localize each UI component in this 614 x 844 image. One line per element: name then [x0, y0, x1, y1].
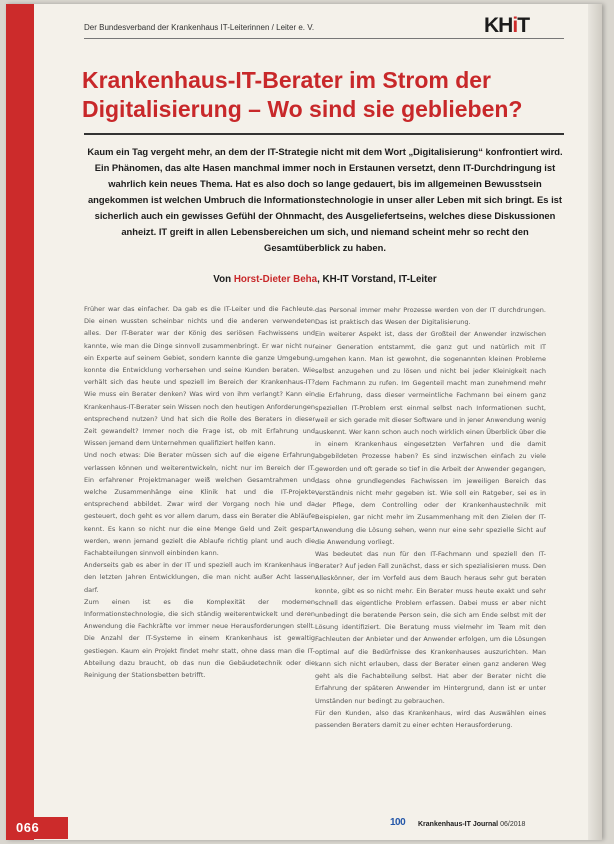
khit-logo	[484, 14, 529, 38]
body-paragraph: Ein weiterer Aspekt ist, dass der Großteil der Anwender inzwischen einer Generation entstammt, die ganz gut und natürlich mit IT umgehen kann. Man ist gewohnt, die sogenannten kleinen Probleme selbst anzugehen und zu lösen und nicht bei jeder Kleinigkeit nach dem Fachmann zu rufen. Im Gegenteil macht man zunehmend mehr die Erfahrung, dass dieser vermeintliche Fachmann bei einem ganz speziellen IT-Problem erst einmal selbst nach Informationen sucht, weil er sich gerade mit dieser Software und in jener Anwendung wenig auskennt. Wer kann schon auch noch wirklich einen Überblick über die in einem Krankenhaus eingesetzten Verfahren und die damit abgebildeten Prozesse haben? Es sind inzwischen einfach zu viele geworden und oft gerade so tief in die Arbeit der Anwender gegangen, dass ohne grundlegendes Fachwissen im jeweiligen Bereich das Verständnis nicht mehr gegeben ist. Wie soll ein Ratgeber, sei es in der Pflege, dem Controlling oder der Krankenhaustechnik mit Beispielen, gar nicht mehr im Zusammenhang mit den Zielen der IT-Anwendung die Lösung sehen, wenn nur eine sehr spezielle Sicht auf die Anwendung vorliegt.	[315, 330, 546, 546]
body-paragraph: Anderseits gab es aber in der IT und speziell auch im Krankenhaus in den letzten Jahren Entwicklungen, die man nicht außer Acht lassen darf.	[84, 561, 315, 594]
byline	[84, 274, 566, 285]
association-header: Der Bundesverband der Krankenhaus IT-Leiterinnen / Leiter e. V.	[84, 23, 315, 32]
body-paragraph: Was bedeutet das nun für den IT-Fachmann und speziell den IT-Berater? Auf jeden Fall zunächst, dass er sich spezialisieren muss. Den Alleskönner, der im Vorfeld aus dem Bauch heraus sehr gut beraten konnte, gibt es so nicht mehr. Ein Berater muss heute exakt und sehr schnell das eigentliche Problem erfassen. Dabei muss er aber nicht unbedingt die beratende Person sein, die sich am Ende selbst mit der Lösung identifiziert. Die Beratung muss vielmehr im Team mit den Fachleuten der Anbieter und der Anwender erfolgen, um die Lösungen optimal auf die Bedürfnisse des Krankenhauses auszurichten. Man kann sich nicht erlauben, dass der Berater einen ganz anderen Weg geht als die Fachabteilung selbst. Hat aber der Berater nicht die Erfahrung der späteren Anwender im Hintergrund, dann ist er unter Umständen nur bedingt zu gebrauchen.	[315, 550, 546, 705]
journal-footer	[390, 818, 570, 832]
journal-name: Krankenhaus-IT Journal	[418, 821, 499, 828]
byline-suffix: , KH-IT Vorstand, IT-Leiter	[317, 274, 437, 285]
page-number: 066	[16, 820, 40, 835]
byline-author: Horst-Dieter Beha	[233, 274, 318, 285]
page-edge-accent	[6, 4, 34, 840]
article-lead: Kaum ein Tag vergeht mehr, an dem der IT-Strategie nicht mit dem Wort „Digitalisierung“ konfrontiert wird. Ein Phänomen, das alte Hasen manchmal immer noch in Erstaunen versetzt, denn IT-Durchdringung ist wahrlich kein neues Thema. Hat es also doch so lange gedauert, bis im allgemeinen Bewusstsein angekommen ist welchen Umbruch die Informationstechnologie in unser aller Leben mit sich bringt. Es ist sicherlich auch ein gewisses Gefühl der Ohnmacht, des Ausgeliefertseins, welches diese Diskussionen anheizt. IT greift in allen Lebensbereichen um sich, und niemand scheint mehr so recht den Gesamtüberblick zu haben.	[87, 146, 563, 253]
logo-part-t: T	[517, 14, 530, 37]
body-column-left	[84, 303, 315, 813]
body-paragraph: Und noch etwas: Die Berater müssen sich auf die eigene Erfahrung verlassen können und weiterentwickeln, nicht nur im Bereich der IT. Ein erfahrener Projektmanager weiß welchen Gesamtrahmen und welche Zusammenhänge eine Klinik hat und die IT-Projekte entsprechend abbildet. Zwar wird der Vorgang noch hie und da gesteuert, doch geht es vor allem darum, dass ein Berater die Abläufe kennt. Es kann so nicht nur die eine Menge Geld und Zeit gespart werden, wenn jemand gezielt die Ablaufe richtig plant und auch die Fachabteilungen sinnvoll einbinden kann.	[84, 451, 315, 558]
anniversary-badge: 100	[390, 817, 406, 828]
body-paragraph: das Personal immer mehr Prozesse werden von der IT durchdrungen. Das ist praktisch das Wesen der Digitalisierung.	[315, 306, 546, 327]
magazine-page	[6, 4, 602, 840]
byline-prefix: Von	[213, 274, 232, 285]
logo-part-kh: KH	[484, 14, 513, 37]
journal-issue: 06/2018	[500, 821, 526, 828]
body-paragraph: Für den Kunden, also das Krankenhaus, wird das Auswählen eines passenden Beraters damit zu einer echten Herausforderung.	[315, 708, 546, 729]
article-title-line-2: Digitalisierung – Wo sind sie geblieben?	[82, 96, 523, 122]
article-title	[82, 66, 572, 124]
header-rule	[84, 38, 564, 39]
body-column-right	[315, 304, 546, 814]
journal-title	[418, 821, 525, 828]
logo-part-i: i	[512, 14, 518, 37]
article-title-line-1: Krankenhaus-IT-Berater im Strom der	[82, 67, 492, 93]
page-fold-shadow	[588, 4, 602, 840]
body-paragraph: Zum einen ist es die Komplexität der modernen Informationstechnologie, die sich ständig weiterentwickelt und deren Anwendung die Fachkräfte vor immer neue Herausforderungen stellt. Die Anzahl der IT-Systeme in einem Krankenhaus ist gewaltig gestiegen. Kaum ein Projekt findet mehr statt, ohne dass man die IT-Abteilung dazu braucht, ob das nun die Gebäudetechnik oder die Reinigung der Stationsbetten betrifft.	[84, 597, 315, 680]
body-paragraph: Früher war das einfacher. Da gab es die IT-Leiter und die Fachleute. Die einen wussten scheinbar nichts und die anderen verwendeten alles. Der IT-Berater war der König des seriösen Fachwissens und kannte, wie man die Dinge sinnvoll zusammenbringt. Er war nicht nur ein Experte auf seinem Gebiet, sondern kannte die ganze Umgebung, konnte die Entwicklung vorhersehen und seine Kunden beraten. Wie verhält sich das heute und speziell im Bereich der Krankenhaus-IT? Wie muss ein Berater denken? Was wird von ihm verlangt? Kann ein Krankenhaus-IT-Berater sein Wissen noch den heutigen Anforderungen entsprechend nutzen? Und hat sich die Rolle des Beraters in dieser Zeit gewandelt? Immer noch die Frage ist, ob mit Erfahrung und Wissen jemand dem Unternehmen qualifiziert helfen kann.	[84, 305, 315, 448]
title-rule	[84, 133, 564, 135]
